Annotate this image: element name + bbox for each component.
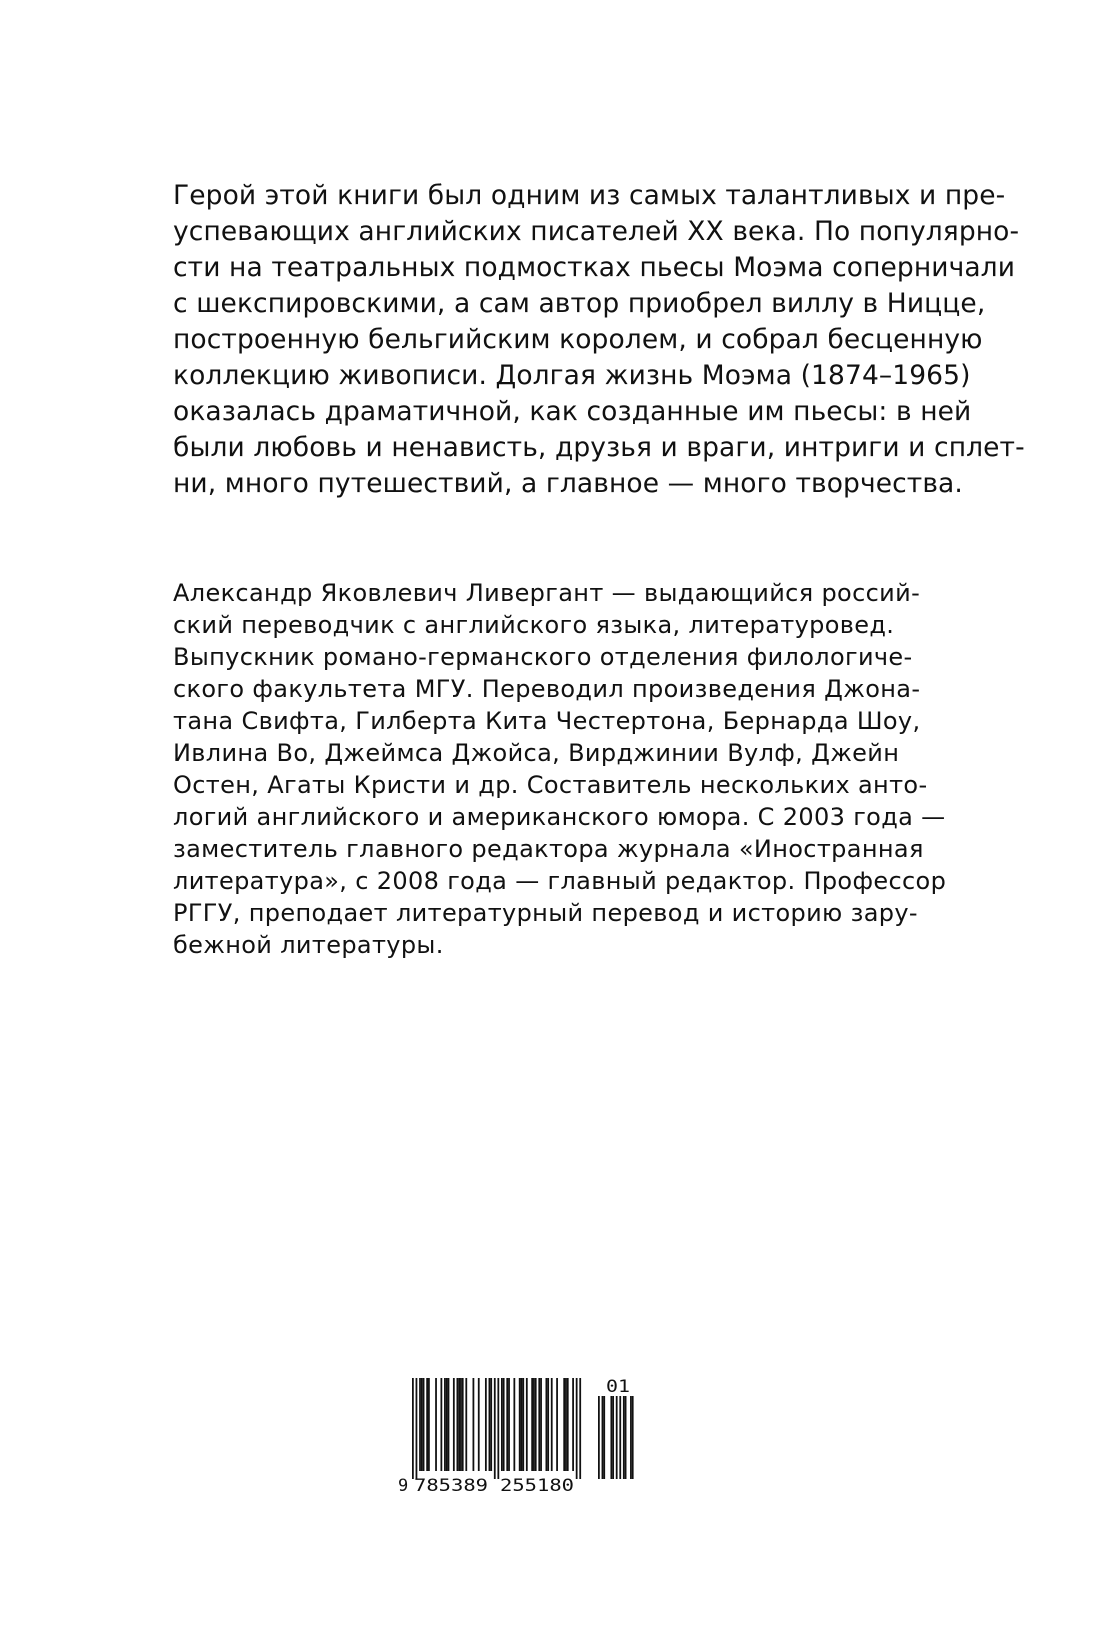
author-bio-line: Остен, Агаты Кристи и др. Составитель нескольких анто- xyxy=(173,771,928,799)
barcode-bar xyxy=(526,1378,528,1471)
author-bio-line: Ивлина Во, Джеймса Джойса, Вирджинии Вулф, Джейн xyxy=(173,739,900,767)
annotation-line: коллекцию живописи. Долгая жизнь Моэма (1874–1965) xyxy=(173,360,971,391)
author-bio-line: литература», с 2008 года — главный редактор. Профессор xyxy=(173,867,947,895)
barcode-bar xyxy=(423,1378,425,1471)
barcode-bar xyxy=(444,1378,446,1471)
annotation-line: Герой этой книги был одним из самых талантливых и пре- xyxy=(173,180,1006,211)
barcode-addon-bar xyxy=(603,1396,605,1479)
barcode-bar xyxy=(428,1378,430,1471)
barcode-bar xyxy=(446,1378,448,1471)
annotation-line: успевающих английских писателей XX века. По популярно- xyxy=(173,216,1020,247)
barcode-bar xyxy=(563,1378,565,1471)
barcode-addon-bar xyxy=(625,1396,627,1479)
author-bio-line: бежной литературы. xyxy=(173,931,444,959)
barcode-bar xyxy=(538,1378,540,1471)
barcode-bar xyxy=(419,1378,421,1471)
barcode-bar xyxy=(497,1378,499,1479)
barcode-bar xyxy=(565,1378,567,1471)
barcode-bar xyxy=(440,1378,442,1471)
barcode-bar xyxy=(576,1378,578,1479)
barcode-bar xyxy=(473,1378,475,1471)
annotation-line: сти на театральных подмостках пьесы Моэма соперничали xyxy=(173,252,1016,283)
barcode-bar xyxy=(503,1378,505,1471)
barcode-digits-right: 255180 xyxy=(500,1476,574,1496)
barcode-bar xyxy=(416,1378,418,1479)
barcode-bar xyxy=(556,1378,558,1471)
barcode-addon-bar xyxy=(619,1396,621,1479)
barcode-bar xyxy=(501,1378,503,1471)
annotation-line: построенную бельгийским королем, и собрал бесценную xyxy=(173,324,983,355)
barcode-bar xyxy=(462,1378,464,1471)
barcode-main-bars xyxy=(412,1378,581,1479)
barcode-bar xyxy=(513,1378,515,1471)
barcode-addon-bar xyxy=(630,1396,632,1479)
barcode-bar xyxy=(460,1378,462,1471)
barcode-bar xyxy=(506,1378,508,1471)
barcode-bar xyxy=(478,1378,480,1471)
annotation-line: оказалась драматичной, как созданные им пьесы: в ней xyxy=(173,396,972,427)
barcode-bar xyxy=(508,1378,510,1471)
barcode-addon-bar xyxy=(598,1396,600,1479)
annotation-line: с шекспировскими, а сам автор приобрел виллу в Ницце, xyxy=(173,288,986,319)
barcode-addon-digits: 01 xyxy=(606,1378,630,1397)
barcode-bar xyxy=(531,1378,533,1471)
barcode-bar xyxy=(465,1378,467,1471)
barcode-bar xyxy=(535,1378,537,1471)
barcode-bar xyxy=(412,1378,414,1479)
author-bio-line: тана Свифта, Гилберта Кита Честертона, Бернарда Шоу, xyxy=(173,707,921,735)
barcode-bar xyxy=(547,1378,549,1471)
barcode-bar xyxy=(453,1378,455,1471)
author-bio-line: РГГУ, преподает литературный перевод и историю зару- xyxy=(173,899,918,927)
author-bio-line: заместитель главного редактора журнала «Иностранная xyxy=(173,835,924,863)
barcode-bar xyxy=(421,1378,423,1471)
barcode-bar xyxy=(551,1378,553,1471)
annotation-line: были любовь и ненависть, друзья и враги, интриги и сплет- xyxy=(173,432,1025,463)
barcode-bar xyxy=(579,1378,581,1479)
isbn-barcode xyxy=(398,1378,648,1498)
barcode-bar xyxy=(490,1378,492,1471)
barcode-bar xyxy=(494,1378,496,1479)
barcode-bar xyxy=(489,1378,491,1471)
barcode-bar xyxy=(572,1378,574,1471)
barcode-bar xyxy=(519,1378,521,1471)
barcode-bar xyxy=(546,1378,548,1471)
author-bio-line: ский переводчик с английского языка, литературовед. xyxy=(173,611,895,639)
barcode-addon-bar xyxy=(602,1396,604,1479)
barcode-bar xyxy=(540,1378,542,1471)
barcode-bar xyxy=(485,1378,487,1471)
author-bio-line: Александр Яковлевич Ливергант — выдающийся россий- xyxy=(173,579,921,607)
barcode-bar xyxy=(426,1378,428,1471)
barcode-addon-bar xyxy=(632,1396,634,1479)
barcode-bar xyxy=(435,1378,437,1471)
author-bio-line: Выпускник романо-германского отделения филологиче- xyxy=(173,643,913,671)
barcode-bar xyxy=(522,1378,524,1471)
barcode-bar xyxy=(533,1378,535,1471)
annotation-line: ни, много путешествий, а главное — много творчества. xyxy=(173,468,963,499)
barcode-bar xyxy=(567,1378,569,1471)
barcode-addon-bars xyxy=(598,1396,634,1479)
author-bio-line: ского факультета МГУ. Переводил произведения Джона- xyxy=(173,675,921,703)
barcode-bar xyxy=(448,1378,450,1471)
barcode-bar xyxy=(521,1378,523,1471)
barcode-digits-left: 785389 xyxy=(414,1476,488,1496)
author-bio-line: логий английского и американского юмора. С 2003 года — xyxy=(173,803,946,831)
barcode-bar xyxy=(457,1378,459,1471)
barcode-addon-bar xyxy=(623,1396,625,1479)
barcode-addon-bar xyxy=(616,1396,618,1479)
barcode-digit-first: 9 xyxy=(398,1476,409,1496)
barcode-bar xyxy=(458,1378,460,1471)
barcode-addon-bar xyxy=(612,1396,614,1479)
barcode-addon-bar xyxy=(610,1396,612,1479)
